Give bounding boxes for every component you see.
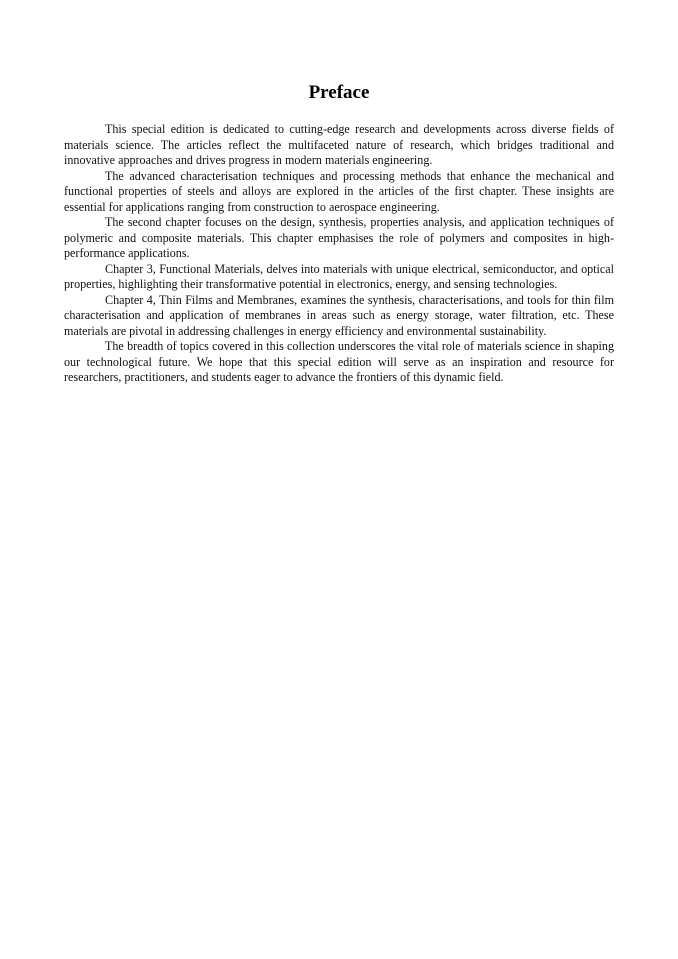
paragraph-introduction: This special edition is dedicated to cutting-edge research and developments across diverse fields of materials science. The articles reflect the multifaceted nature of research, which bridges traditional and innovative approaches and drives progress in modern materials engineering. (64, 122, 614, 167)
preface-body (64, 122, 614, 386)
paragraph-chapter-3: Chapter 3, Functional Materials, delves into materials with unique electrical, semiconductor, and optical properties, highlighting their transformative potential in electronics, energy, and sensing technologies. (64, 261, 614, 291)
paragraph-chapter-1: The advanced characterisation techniques and processing methods that enhance the mechanical and functional properties of steels and alloys are explored in the articles of the first chapter. These insights are essential for applications ranging from construction to aerospace engineering. (64, 168, 614, 214)
paragraph-conclusion: The breadth of topics covered in this collection underscores the vital role of materials science in shaping our technological future. We hope that this special edition will serve as an inspiration and resource for researchers, practitioners, and students eager to advance the frontiers of this dynamic field. (64, 339, 614, 384)
paragraph-chapter-2: The second chapter focuses on the design, synthesis, properties analysis, and application techniques of polymeric and composite materials. This chapter emphasises the role of polymers and composites in high-performance applications. (64, 215, 614, 260)
page-title: Preface (308, 82, 370, 103)
paragraph-chapter-4: Chapter 4, Thin Films and Membranes, examines the synthesis, characterisations, and tools for thin film characterisation and application of membranes in areas such as energy storage, water filtration, etc. These materials are pivotal in addressing challenges in energy efficiency and environmental sustainability. (64, 292, 614, 338)
